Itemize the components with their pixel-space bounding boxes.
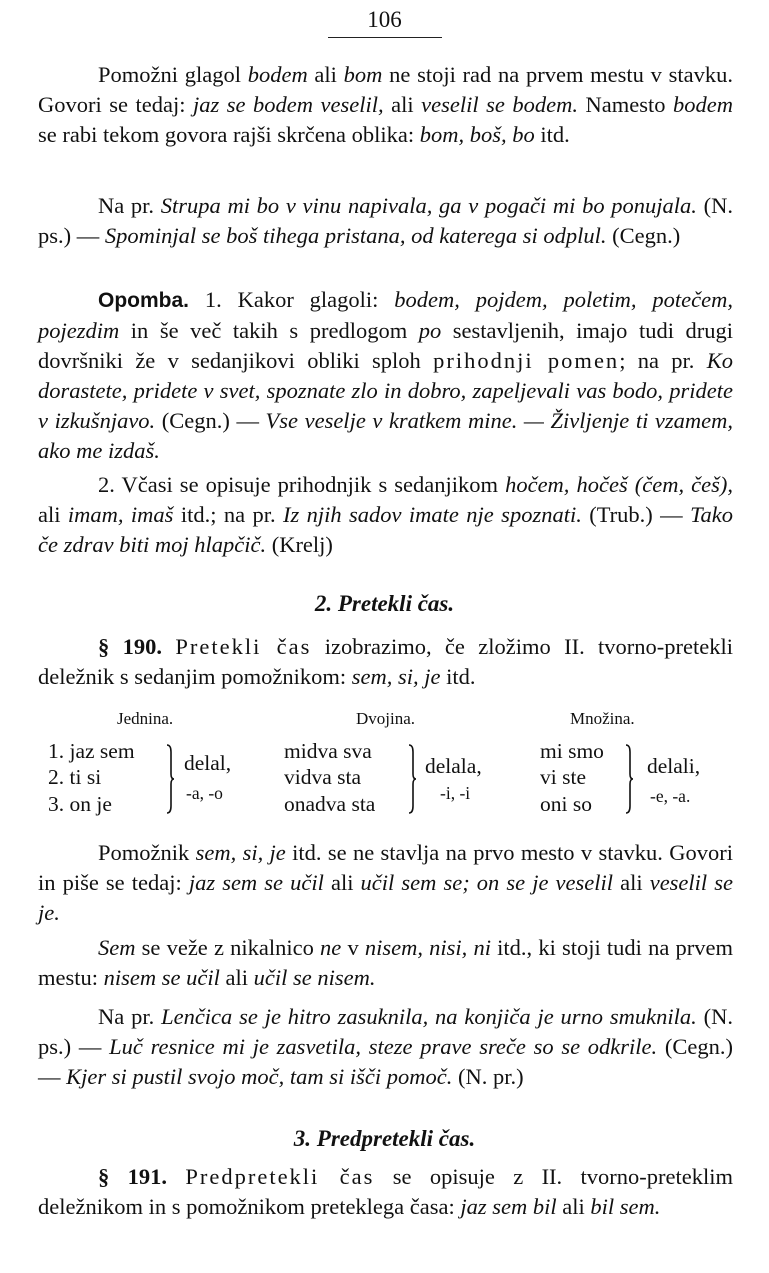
- text: Pomožnik: [98, 840, 196, 865]
- example: bom, boš, bo: [419, 122, 535, 147]
- text: ali: [613, 870, 650, 895]
- example: Sem: [98, 935, 136, 960]
- participle-ending: delala,: [425, 754, 482, 778]
- example: učil se nisem.: [253, 965, 376, 990]
- column-header-jednina: Jednina.: [117, 709, 174, 728]
- example: veselil se bodem.: [421, 92, 578, 117]
- text: Na pr.: [98, 1004, 162, 1029]
- text: ali: [38, 502, 68, 527]
- text: ali: [383, 92, 422, 117]
- example: Ko dorastete, pridete v svet, spoznate zlo in dobro, zapeljevali vas bodo, pridete v izkušnjavo.: [38, 348, 734, 433]
- text: izobrazimo, če zložimo II. tvorno-pretekli deležnik s sedanjim pomožnikom:: [38, 634, 734, 689]
- text: ali: [323, 870, 361, 895]
- conjugation-line: vidva sta: [284, 765, 362, 789]
- text: ali: [556, 1194, 591, 1219]
- text: se opisuje z II. tvorno-preteklim deležnikom in s pomožnikom preteklega časa:: [38, 1164, 733, 1219]
- text: (Cegn.) —: [38, 1034, 734, 1089]
- text: (Krelj): [266, 532, 333, 557]
- participle-ending: delali,: [647, 754, 701, 778]
- text: ali: [307, 62, 344, 87]
- example: jaz sem bil: [460, 1194, 557, 1219]
- paragraph-auxiliary-bodem: [38, 60, 733, 150]
- participle-ending-variants: -i, -i: [440, 783, 471, 803]
- column-header-dvojina: Dvojina.: [356, 709, 416, 728]
- page-number: 106: [367, 7, 402, 32]
- text: (N. ps.) —: [38, 1004, 733, 1059]
- text: (Cegn.) —: [155, 408, 266, 433]
- text: Namesto: [577, 92, 673, 117]
- example: nisem se učil: [103, 965, 220, 990]
- opomba-label: Opomba.: [98, 289, 190, 312]
- example: sem, si, je: [195, 840, 286, 865]
- text: Pomožni glagol: [98, 62, 248, 87]
- brace-icon: [408, 744, 417, 814]
- brace-icon: [625, 744, 634, 814]
- section-heading-predpretekli: 3. Predpretekli čas.: [293, 1126, 476, 1151]
- text: 2. Včasi se opisuje prihodnjik s sedanjikom: [98, 472, 506, 497]
- text: (Trub.) —: [581, 502, 691, 527]
- text: itd. se ne stavlja na prvo mesto v stavku. Govori in piše se tedaj:: [38, 840, 733, 895]
- text: (N. pr.): [452, 1064, 524, 1089]
- conjugation-line: midva sva: [284, 739, 372, 763]
- text: sestavljenih, imajo tudi drugi dovršniki že v sedanjikovi obliki sploh: [38, 318, 733, 373]
- text: in še več takih s predlogom: [119, 318, 419, 343]
- example: bil sem.: [590, 1194, 661, 1219]
- paragraph-pomoznik: [38, 838, 733, 928]
- example: Spominjal se boš tihega pristana, od katerega si odplul.: [104, 223, 607, 248]
- example: bodem: [673, 92, 733, 117]
- example: hočem, hočeš (čem, češ),: [505, 472, 734, 497]
- text: Na pr.: [98, 193, 161, 218]
- example: Strupa mi bo v vinu napivala, ga v pogači mi bo ponujala.: [160, 193, 697, 218]
- column-header-mnozina: Množina.: [570, 709, 635, 728]
- example: učil sem se; on se je veselil: [360, 870, 614, 895]
- spaced-term: Pretekli čas: [175, 634, 312, 659]
- example: bodem, pojdem, poletim, potečem, pojezdim: [38, 287, 733, 343]
- conjugation-line: 2. ti si: [48, 765, 102, 789]
- example: nisem, nisi, ni: [364, 935, 491, 960]
- paragraph-examples-1: [38, 191, 733, 251]
- example: bom: [343, 62, 383, 87]
- conjugation-line: vi ste: [540, 765, 586, 789]
- text: se rabi tekom govora rajši skrčena oblika:: [38, 122, 420, 147]
- conjugation-line: 1. jaz sem: [48, 739, 135, 763]
- section-number: § 190.: [98, 634, 162, 659]
- text: ; na pr.: [619, 348, 707, 373]
- example: jaz se bodem veselil,: [193, 92, 384, 117]
- example: sem, si, je: [351, 664, 441, 689]
- paragraph-191: [38, 1162, 733, 1222]
- text: (N. ps.) —: [38, 193, 733, 248]
- text: itd.; na pr.: [173, 502, 283, 527]
- participle-ending: delal,: [184, 751, 232, 775]
- spaced-term: Predpretekli čas: [185, 1164, 375, 1189]
- paragraph-examples-2: [38, 1002, 733, 1092]
- text: se veže z nikalnico: [135, 935, 321, 960]
- paragraph-opomba-2: [38, 470, 733, 560]
- example: Tako če zdrav biti moj hlapčič.: [38, 502, 734, 557]
- example: veselil se je.: [38, 870, 734, 925]
- example: Vse veselje v kratkem mine. — Življenje ti vzamem, ako me izdaš.: [38, 408, 733, 463]
- section-number: § 191.: [98, 1164, 167, 1189]
- conjugation-line: oni so: [540, 792, 592, 816]
- text: itd.: [534, 122, 570, 147]
- text: ali: [219, 965, 254, 990]
- example: Luč resnice mi je zasvetila, steze prave sreče so se odkrile.: [109, 1034, 658, 1059]
- text: ne stoji rad na prvem mestu v stavku. Govori se tedaj:: [38, 62, 733, 117]
- conjugation-line: mi smo: [540, 739, 604, 763]
- example: Lenčica se je hitro zasuknila, na konjiča je urno smuknila.: [161, 1004, 697, 1029]
- example: ne: [320, 935, 342, 960]
- text: (Cegn.): [606, 223, 681, 248]
- example: jaz sem se učil: [188, 870, 324, 895]
- example: imam, imaš: [67, 502, 174, 527]
- paragraph-190: [38, 632, 733, 692]
- conjugation-line: 3. on je: [48, 792, 112, 816]
- text: itd., ki stoji tudi na prvem mestu:: [38, 935, 733, 990]
- spaced-term: prihodnji pomen: [433, 348, 620, 373]
- example: Iz njih sadov imate nje spoznati.: [283, 502, 582, 527]
- example: bodem: [247, 62, 308, 87]
- section-heading-pretekli: 2. Pretekli čas.: [314, 591, 455, 616]
- example: Kjer si pustil svojo moč, tam si išči pomoč.: [66, 1064, 453, 1089]
- participle-ending-variants: -a, -o: [186, 783, 223, 803]
- header-rule: [328, 37, 442, 38]
- paragraph-opomba: [38, 285, 733, 466]
- brace-icon: [166, 744, 175, 814]
- text: v: [341, 935, 365, 960]
- text: itd.: [440, 664, 476, 689]
- example: po: [418, 318, 442, 343]
- conjugation-line: onadva sta: [284, 792, 376, 816]
- text: 1. Kakor glagoli:: [189, 287, 395, 312]
- participle-ending-variants: -e, -a.: [650, 786, 691, 806]
- paragraph-nikalnica: [38, 933, 733, 993]
